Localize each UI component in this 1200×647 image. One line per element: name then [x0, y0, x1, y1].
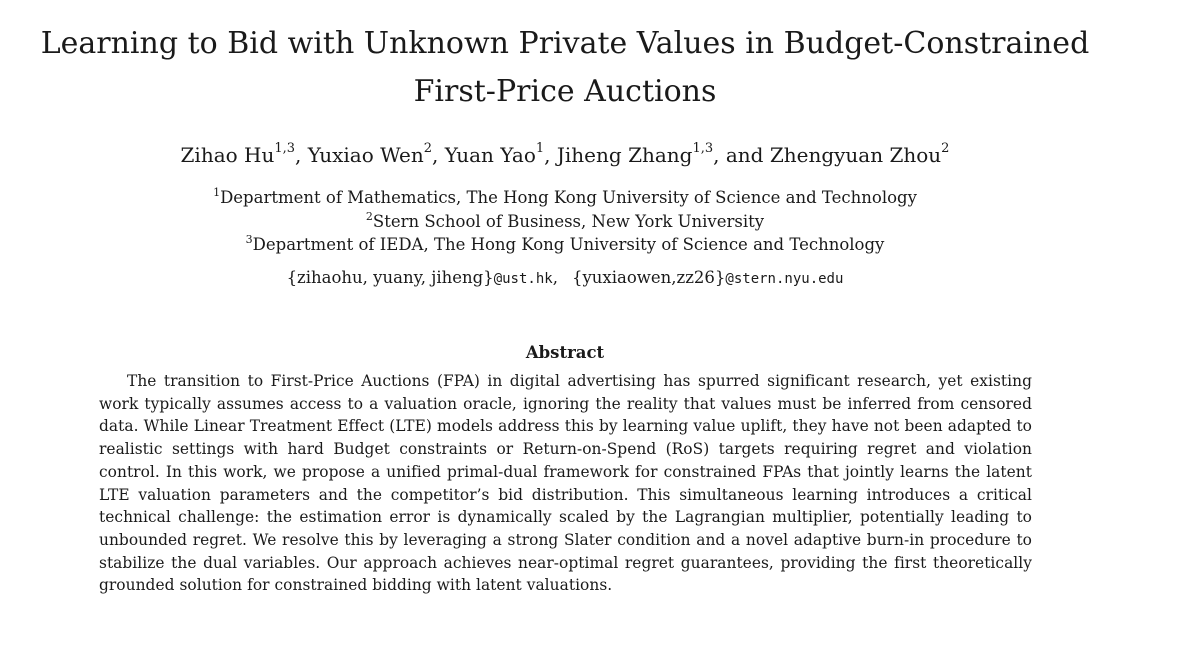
author-name: Yuan Yao: [444, 143, 536, 167]
affiliation-marker: 1: [213, 185, 221, 199]
affiliation-3: [30, 233, 1100, 256]
author-emails: [30, 266, 1100, 291]
affiliation-marker: 2: [365, 209, 373, 223]
author-list: [30, 140, 1100, 170]
author-affiliation-marker: 1,3: [274, 141, 296, 157]
author-separator: ,: [544, 143, 557, 167]
author-name: Zihao Hu: [180, 143, 275, 167]
author-name: Yuxiao Wen: [307, 143, 424, 167]
abstract-body: The transition to First-Price Auctions (FPA) in digital advertising has spurred significant research, yet existing work typically assumes access to a valuation oracle, ignoring the reality that values must be inferred from censored data. While Linear Treatment Effect (LTE) models address this by learning value uplift, they have not been adapted to realistic settings with hard Budget constraints or Return-on-Spend (RoS) targets requiring regret and violation control. In this work, we propose a unified primal-dual framework for constrained FPAs that jointly learns the latent LTE valuation parameters and the competitor’s bid distribution. This simultaneous learning introduces a critical technical challenge: the estimation error is dynamically scaled by the Lagrangian multiplier, potentially leading to unbounded regret. We resolve this by leveraging a strong Slater condition and a novel adaptive burn-in procedure to stabilize the dual variables. Our approach achieves near-optimal regret guarantees, providing the first theoretically grounded solution for constrained bidding with latent valuations.: [99, 372, 1032, 595]
paper-title-line-2: First-Price Auctions: [413, 74, 717, 109]
author-separator: ,: [432, 143, 445, 167]
affiliation-text: Department of IEDA, The Hong Kong University of Science and Technology: [252, 235, 885, 254]
author-affiliation-marker: 1: [535, 141, 545, 157]
author-separator: , and: [713, 143, 770, 167]
author-affiliation-marker: 2: [941, 141, 950, 157]
affiliation-1: [30, 186, 1100, 209]
affiliation-2: [30, 210, 1100, 233]
author-name: Jiheng Zhang: [556, 143, 693, 167]
affiliation-marker: 3: [245, 232, 253, 246]
affiliation-text: Stern School of Business, New York University: [372, 212, 765, 231]
author-separator: ,: [295, 143, 308, 167]
paper-title-line-1: Learning to Bid with Unknown Private Values in Budget-Constrained: [40, 26, 1090, 61]
email-group-2-domain: @stern.nyu.edu: [725, 271, 844, 287]
email-group-1-domain: @ust.hk: [493, 271, 553, 287]
abstract-heading: Abstract: [525, 343, 605, 362]
author-affiliation-marker: 1,3: [692, 141, 714, 157]
email-group-1-names: {zihaohu, yuany, jiheng}: [286, 268, 494, 287]
email-separator: ,: [552, 268, 558, 287]
email-group-2-names: {yuxiaowen,zz26}: [571, 268, 726, 287]
author-affiliation-marker: 2: [423, 141, 433, 157]
author-name: Zhengyuan Zhou: [769, 143, 942, 167]
affiliation-text: Department of Mathematics, The Hong Kong University of Science and Technology: [220, 188, 917, 207]
